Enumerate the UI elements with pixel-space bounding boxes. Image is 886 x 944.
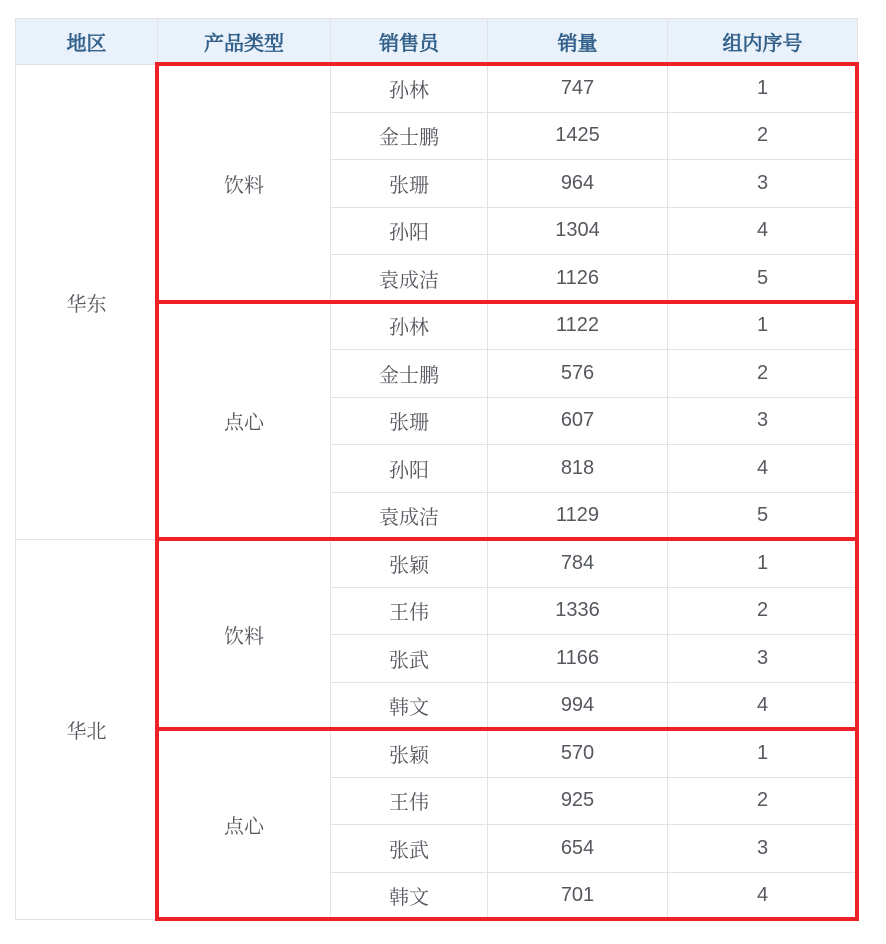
- sales-cell: 1122: [488, 302, 668, 350]
- rank-cell: 3: [668, 825, 858, 873]
- header-cell-sales: 销量: [488, 19, 668, 65]
- salesperson-cell: 张颖: [331, 730, 488, 778]
- rank-cell: 1: [668, 65, 858, 113]
- header-cell-region: 地区: [16, 19, 158, 65]
- salesperson-cell: 孙林: [331, 65, 488, 113]
- rank-cell: 4: [668, 207, 858, 255]
- salesperson-cell: 张武: [331, 825, 488, 873]
- rank-cell: 3: [668, 160, 858, 208]
- rank-cell: 5: [668, 492, 858, 540]
- sales-cell: 570: [488, 730, 668, 778]
- category-cell: 点心: [158, 730, 331, 920]
- rank-cell: 2: [668, 777, 858, 825]
- sales-cell: 784: [488, 540, 668, 588]
- rank-cell: 4: [668, 682, 858, 730]
- sales-cell: 701: [488, 872, 668, 920]
- rank-cell: 4: [668, 872, 858, 920]
- salesperson-cell: 金士鹏: [331, 350, 488, 398]
- region-cell: 华北: [16, 540, 158, 920]
- header-cell-salesperson: 销售员: [331, 19, 488, 65]
- category-cell: 饮料: [158, 65, 331, 303]
- header-cell-rank: 组内序号: [668, 19, 858, 65]
- sales-cell: 1425: [488, 112, 668, 160]
- salesperson-cell: 王伟: [331, 777, 488, 825]
- salesperson-cell: 金士鹏: [331, 112, 488, 160]
- sales-cell: 964: [488, 160, 668, 208]
- sales-cell: 1129: [488, 492, 668, 540]
- salesperson-cell: 孙阳: [331, 445, 488, 493]
- sales-cell: 925: [488, 777, 668, 825]
- sales-cell: 1304: [488, 207, 668, 255]
- category-cell: 点心: [158, 302, 331, 540]
- table-row: [16, 540, 858, 588]
- sales-cell: 1336: [488, 587, 668, 635]
- salesperson-cell: 袁成洁: [331, 255, 488, 303]
- header-row: [16, 19, 858, 65]
- sales-cell: 1166: [488, 635, 668, 683]
- sales-rank-table: [15, 18, 858, 920]
- salesperson-cell: 张武: [331, 635, 488, 683]
- salesperson-cell: 孙阳: [331, 207, 488, 255]
- region-cell: 华东: [16, 65, 158, 540]
- rank-cell: 1: [668, 302, 858, 350]
- category-cell: 饮料: [158, 540, 331, 730]
- salesperson-cell: 袁成洁: [331, 492, 488, 540]
- rank-cell: 1: [668, 540, 858, 588]
- salesperson-cell: 张颖: [331, 540, 488, 588]
- salesperson-cell: 孙林: [331, 302, 488, 350]
- salesperson-cell: 张珊: [331, 397, 488, 445]
- salesperson-cell: 王伟: [331, 587, 488, 635]
- rank-cell: 3: [668, 397, 858, 445]
- rank-cell: 2: [668, 112, 858, 160]
- sales-cell: 654: [488, 825, 668, 873]
- salesperson-cell: 张珊: [331, 160, 488, 208]
- sales-cell: 818: [488, 445, 668, 493]
- table-row: [16, 65, 858, 113]
- rank-cell: 2: [668, 587, 858, 635]
- sales-cell: 994: [488, 682, 668, 730]
- sales-cell: 576: [488, 350, 668, 398]
- rank-cell: 4: [668, 445, 858, 493]
- rank-cell: 2: [668, 350, 858, 398]
- sales-cell: 747: [488, 65, 668, 113]
- rank-cell: 5: [668, 255, 858, 303]
- sales-cell: 1126: [488, 255, 668, 303]
- salesperson-cell: 韩文: [331, 682, 488, 730]
- header-cell-category: 产品类型: [158, 19, 331, 65]
- rank-cell: 3: [668, 635, 858, 683]
- sales-cell: 607: [488, 397, 668, 445]
- salesperson-cell: 韩文: [331, 872, 488, 920]
- rank-cell: 1: [668, 730, 858, 778]
